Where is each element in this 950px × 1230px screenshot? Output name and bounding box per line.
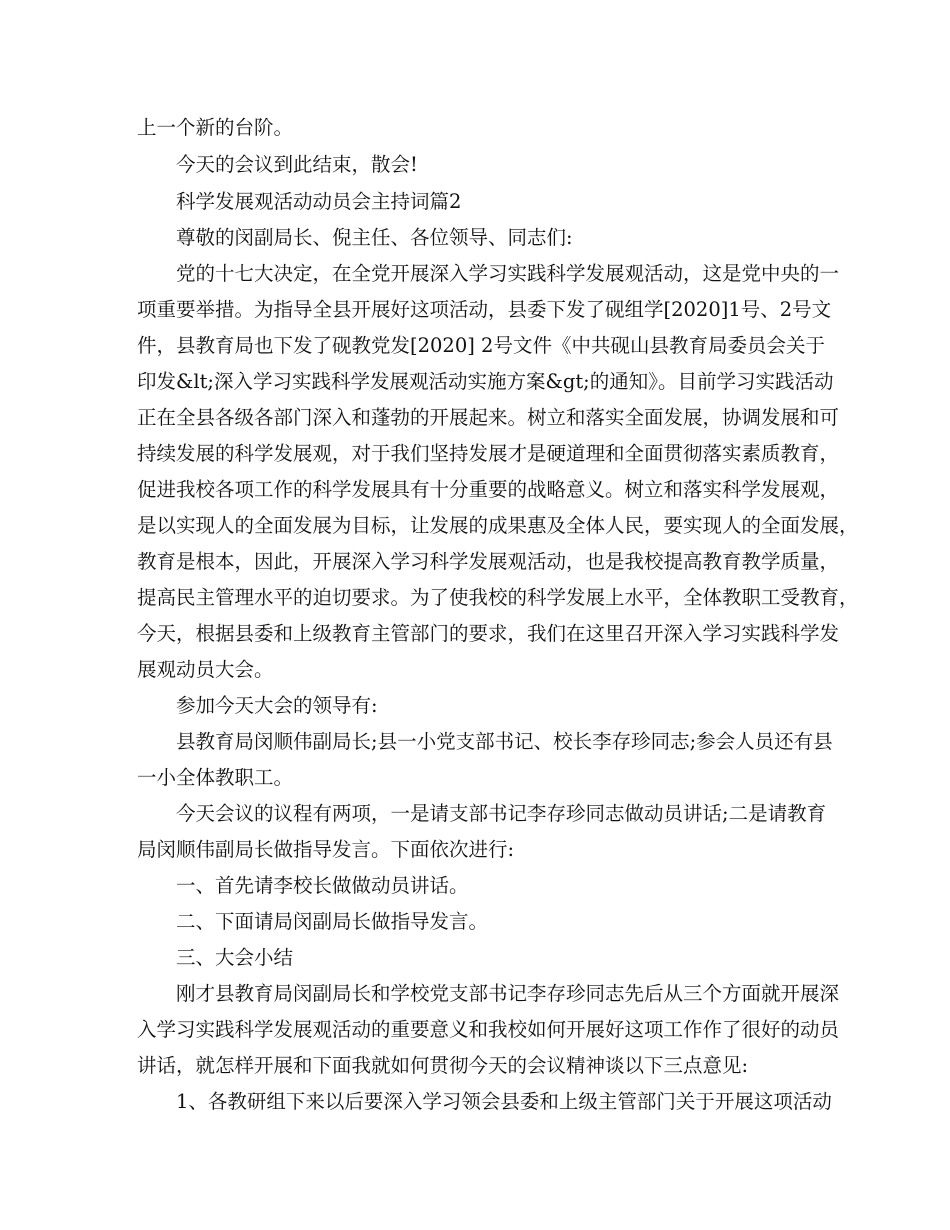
text-line: 件，县教育局也下发了砚教党发[2020] 2号文件《中共砚山县教育局委员会关于: [137, 334, 825, 357]
text-line: 教育是根本，因此，开展深入学习科学发展观活动，也是我校提高教育教学质量，: [137, 550, 840, 573]
text-line: 一小全体教职工。: [137, 766, 294, 789]
list-item: 1、各教研组下来以后要深入学习领会县委和上级主管部门关于开展这项活动: [176, 1090, 832, 1113]
text-line: 促进我校各项工作的科学发展具有十分重要的战略意义。树立和落实科学发展观，: [137, 478, 840, 501]
text-line: 今天会议的议程有两项，一是请支部书记李存珍同志做动员讲话;二是请教育: [176, 802, 827, 825]
text-line: 提高民主管理水平的迫切要求。为了使我校的科学发展上水平，全体教职工受教育，: [137, 586, 859, 609]
text-line: 县教育局闵顺伟副局长;县一小党支部书记、校长李存珍同志;参会人员还有县: [176, 730, 833, 753]
list-item: 三、大会小结: [176, 946, 294, 969]
list-item: 二、下面请局闵副局长做指导发言。: [176, 910, 489, 933]
text-line: 刚才县教育局闵副局长和学校党支部书记李存珍同志先后从三个方面就开展深: [176, 982, 840, 1005]
text-line: 讲话，就怎样开展和下面我就如何贯彻今天的会议精神谈以下三点意见:: [137, 1054, 749, 1077]
text-line: 局闵顺伟副局长做指导发言。下面依次进行:: [137, 838, 515, 861]
text-line: 持续发展的科学发展观，对于我们坚持发展才是硬道理和全面贯彻落实素质教育，: [137, 442, 840, 465]
section-heading: 科学发展观活动动员会主持词篇2: [176, 190, 462, 213]
text-line: 党的十七大决定，在全党开展深入学习实践科学发展观活动，这是党中央的一: [176, 262, 840, 285]
text-line: 参加今天大会的领导有:: [176, 694, 378, 717]
text-line: 印发&lt;深入学习实践科学发展观活动实施方案&gt;的通知》。目前学习实践活动: [137, 370, 834, 393]
text-line: 展观动员大会。: [137, 658, 274, 681]
text-line: 今天，根据县委和上级教育主管部门的要求，我们在这里召开深入学习实践科学发: [137, 622, 840, 645]
text-line: 正在全县各级各部门深入和蓬勃的开展起来。树立和落实全面发展，协调发展和可: [137, 406, 840, 429]
text-line: 今天的会议到此结束，散会!: [176, 153, 418, 176]
text-line: 项重要举措。为指导全县开展好这项活动，县委下发了砚组学[2020]1号、2号文: [137, 298, 832, 321]
text-line: 入学习实践科学发展观活动的重要意义和我校如何开展好这项工作作了很好的动员: [137, 1018, 840, 1041]
text-line: 是以实现人的全面发展为目标，让发展的成果惠及全体人民，要实现人的全面发展，: [137, 514, 859, 537]
text-line: 尊敬的闵副局长、倪主任、各位领导、同志们:: [176, 226, 573, 249]
list-item: 一、首先请李校长做做动员讲话。: [176, 874, 469, 897]
text-line: 上一个新的台阶。: [137, 116, 294, 139]
